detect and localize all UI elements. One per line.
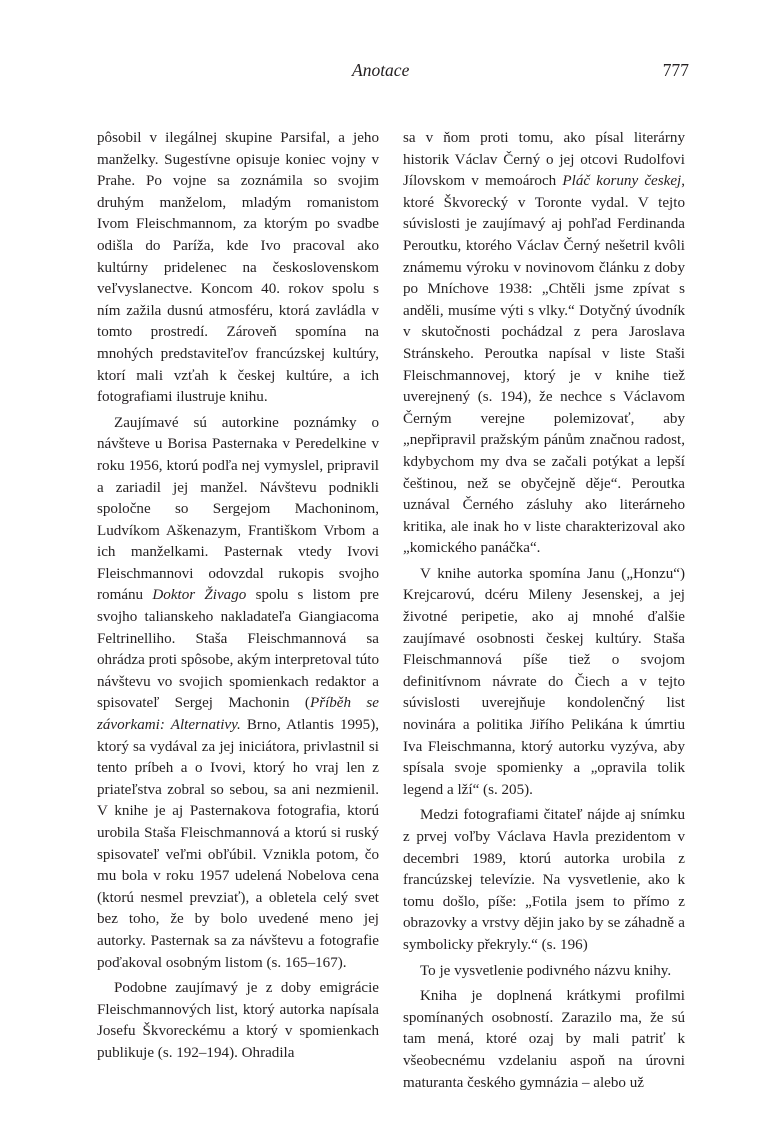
paragraph (403, 128, 685, 560)
text-run: Brno, Atlantis 1995), ktorý sa vydával za jej iniciátora, privlastnil si tento príbeh a o Ivovi, ktorý ho vraj len z priateľstva zobral so sebou, sa ani nezmienil. V knihe je aj Pasternakova fotografia, ktorú urobila Staša Fleischmannová a ktorú si ruský spisovateľ veľmi obľúbil. Vznikla potom, čo mu bola v roku 1957 udelená Nobelova cena (ktorú nesmel prevziať), a obletela celý svet bez toho, že by bolo uvedené meno jej autorky. Pasternak sa za návštevu a fotografie poďakoval osobným listom (s. 165–167). (97, 717, 379, 971)
text-run: spolu s listom pre svojho talianskeho nakladateľa Giangiacoma Feltrinelliho. Staša Fleischmannová sa ohrádza proti spôsobe, akým interpretoval túto návštevu vo svojich spomienkach redaktor a spisovateľ Sergej Machonin ( (97, 587, 379, 712)
paragraph: pôsobil v ilegálnej skupine Parsifal, a jeho manželky. Sugestívne opisuje koniec vojny v Prahe. Po vojne sa zoznámila so svojim druhým manželom, mladým romanistom Ivom Fleischmannom, za ktorým po svadbe odišla do Paríža, kde Ivo pracoval ako kultúrny pridelenec na československom veľvyslanectve. Koncom 40. rokov spolu s ním zažila dusnú atmosféru, ktorá zavládla v tomto prostredí. Zároveň spomína na mnohých predstaviteľov francúzskej kultúry, ktorí mali vzťah k českej kultúre, a ich fotografiami ilustruje knihu. (97, 130, 379, 406)
paragraph: Podobne zaujímavý je z doby emigrácie Fleischmannových list, ktorý autorka napísala Josefu Škvoreckému a ktorý v spomienkach publikuje (s. 192–194). Ohradila (97, 980, 379, 1061)
paragraph (97, 413, 379, 974)
right-column (403, 128, 685, 1094)
left-column (97, 128, 379, 1065)
running-title: Anotace (352, 60, 410, 80)
text-run: Zaujímavé sú autorkine poznámky o návšteve u Borisa Pasternaka v Peredelkine v roku 1956, ktorú podľa nej vymyslel, pripravil a zariadil jej manžel. Návštevu podnikli spoločne so Sergejom Machoninom, Ludvíkom Aškenazym, Františkom Vrbom a ich manželkami. Pasternak vtedy Ivovi Fleischmannovi odovzdal rukopis svojho románu (97, 414, 379, 604)
running-header (0, 60, 767, 86)
text-run: sa v ňom proti tomu, ako písal literárny historik Václav Černý o jej otcovi Rudolfovi Jílovskom v memoároch (403, 130, 685, 190)
paragraph: Medzi fotografiami čitateľ nájde aj snímku z prvej voľby Václava Havla prezidentom v decembri 1989, ktorú autorka urobila z francúzskej televízie. Na vysvetlenie, ako k tomu došlo, píše: „Fotila jsem to přímo z obrazovky a vrstvy dějin jako by se záhadně a symbolicky překryly.“ (s. 196) (403, 807, 685, 953)
book-title: Pláč koruny českej (562, 173, 682, 190)
page-number: 777 (662, 60, 689, 80)
book-title: Doktor Živago (152, 587, 247, 604)
text-run: , ktoré Škvorecký v Toronte vydal. V tejto súvislosti je zaujímavý aj pohľad Ferdinanda Peroutku, ktorého Václav Černý nešetril kvôli známemu výroku v novinovom článku z doby po Mníchove 1938: „Chtěli jsme zpívat s anděli, musíme výti s vlky.“ Dotyčný úvodník v skutočnosti pochádzal z pera Jaroslava Stránskeho. Peroutka napísal v liste Staši Fleischmannovej, ktorý je v knihe tiež uverejnený (s. 194), že nechce s Václavom Černým verejne polemizovať, aby „nepřipravil pražským pánům značnou radost, kdybychom my dva se začali potýkat a lepší češtinou, než se obyčejně děje“. Peroutka uznával Černého zásluhy ako literárneho kritika, ale inak ho v liste charakterizoval ako „komického panáčka“. (403, 173, 685, 557)
paragraph: V knihe autorka spomína Janu („Honzu“) Krejcarovú, dcéru Mileny Jesenskej, a jej životné peripetie, ako aj mnohé ďalšie zaujímavé osobnosti českej kultúry. Staša Fleischmannová píše tiež o svojom definitívnom návrate do Čiech a v tejto súvislosti uverejňuje kondolenčný list novinára a politika Jiřího Pelikána k úmrtiu Iva Fleischmanna, ktorý autorku vyzýva, aby spísala svoje spomienky a „opravila tolik legend a lží“ (s. 205). (403, 565, 685, 798)
paragraph: To je vysvetlenie podivného názvu knihy. (420, 962, 672, 979)
book-title: Příběh se závorkami: Alternativy. (97, 695, 380, 734)
paragraph: Kniha je doplnená krátkymi profilmi spomínaných osobností. Zarazilo ma, že sú tam mená, ktoré ozaj by mali patriť k všeobecnému vzdelaniu aspoň na úrovni maturanta českého gymnázia – alebo už (403, 988, 685, 1091)
